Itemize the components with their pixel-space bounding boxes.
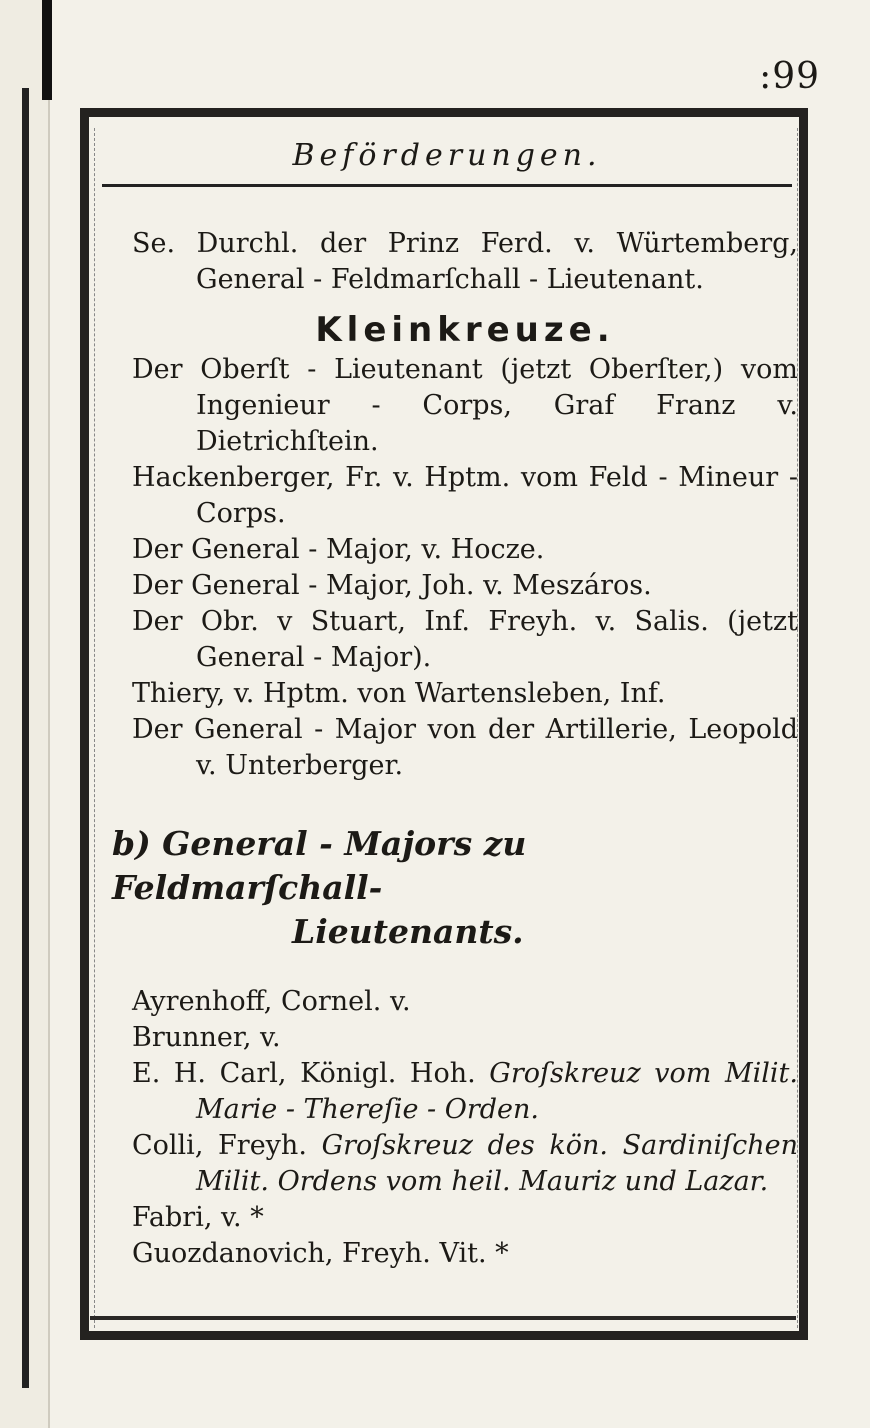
entry-plain: Guozdanovich, Freyh. Vit. * (132, 1238, 509, 1269)
list-item: Der General - Major, v. Hocze. (132, 534, 545, 565)
section-heading-b-line1: b) General - Majors zu Feldmarſchall- (112, 824, 527, 907)
previous-page-edge (0, 0, 50, 1428)
entry-plain: E. H. Carl, Königl. Hoh. (132, 1058, 476, 1089)
entry-italic: Groſskreuz des kön. Sardiniſchen Milit. Ordens vom heil. Mauriz und Lazar. (196, 1130, 798, 1197)
entry-plain: Colli, Freyh. (132, 1130, 307, 1161)
entry-plain: Fabri, v. * (132, 1202, 264, 1233)
list-item (132, 1020, 798, 1056)
page-header (102, 128, 792, 187)
list-item: Der Oberſt - Lieutenant (jetzt Oberſter,) vom Ingenieur - Corps, Graf Franz v. Dietrichſtein. (132, 354, 798, 457)
section-heading-b-line2: Lieutenants. (292, 912, 524, 951)
section-heading-kleinkreuze: Kleinkreuze. (315, 310, 615, 350)
list-item (132, 1056, 798, 1128)
bottom-rule (90, 1316, 796, 1320)
page-number: :99 (759, 56, 820, 97)
entry-plain: Brunner, v. (132, 1022, 281, 1053)
entry-plain: Ayrenhoff, Cornel. v. (132, 986, 411, 1017)
page-content (112, 226, 798, 1272)
book-spine (42, 0, 52, 100)
list-item: Hackenberger, Fr. v. Hptm. vom Feld - Mineur - Corps. (132, 462, 798, 529)
previous-page-frame (0, 88, 29, 1388)
section-heading-b (112, 822, 798, 954)
list-item (132, 1200, 798, 1236)
list-item: Der General - Major, Joh. v. Meszáros. (132, 570, 652, 601)
list-item (132, 1236, 798, 1272)
list-item (132, 1128, 798, 1200)
list-item: Der Obr. v Stuart, Inf. Freyh. v. Salis. (jetzt General - Major). (132, 606, 798, 673)
list-item (132, 984, 798, 1020)
header-title: Beförderungen. (292, 138, 602, 173)
intro-entry: Se. Durchl. der Prinz Ferd. v. Würtemberg, General - Feldmarſchall - Lieutenant. (132, 228, 798, 295)
list-item: Thiery, v. Hptm. von Wartensleben, Inf. (132, 678, 666, 709)
entry-italic: Groſskreuz vom Milit. Marie - Thereſie - Orden. (196, 1058, 798, 1125)
list-item: Der General - Major von der Artillerie, Leopold v. Unterberger. (132, 714, 798, 781)
